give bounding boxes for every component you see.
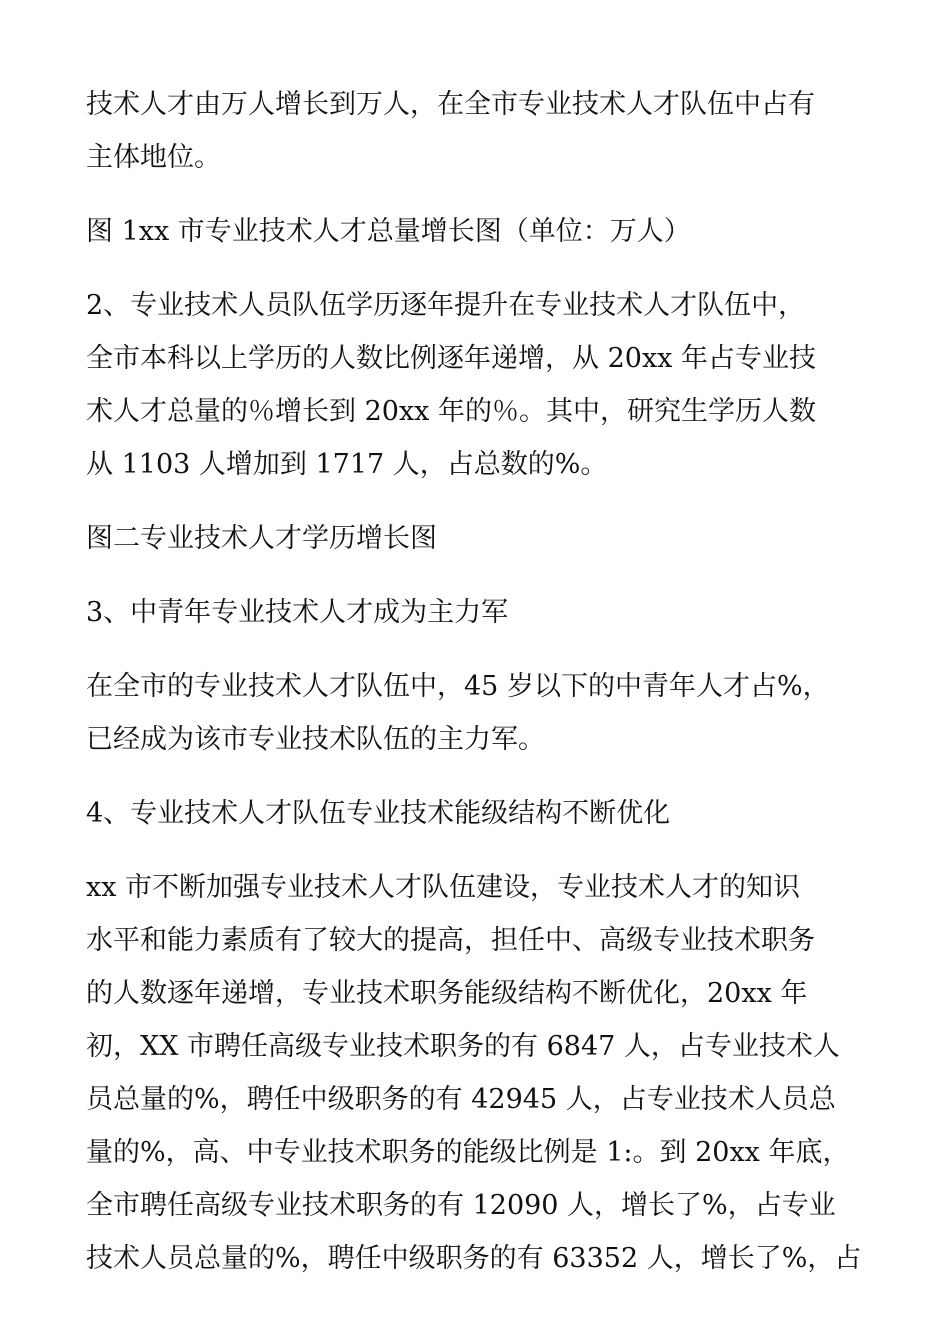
text-line: 图二专业技术人才学历增长图 [86, 523, 437, 554]
section-heading-3 [86, 586, 876, 639]
paragraph-3 [86, 660, 876, 766]
text-line: 4、专业技术人才队伍专业技术能级结构不断优化 [86, 798, 671, 829]
text-line: 员总量的%，聘任中级职务的有 42945 人，占专业技术人员总 [86, 1084, 836, 1115]
paragraph-1 [86, 78, 876, 184]
text-line: 全市本科以上学历的人数比例逐年递增，从 20xx 年占专业技 [86, 343, 816, 374]
text-line: 的人数逐年递增，专业技术职务能级结构不断优化，20xx 年 [86, 978, 808, 1009]
text-line: 在全市的专业技术人才队伍中，45 岁以下的中青年人才占%， [86, 671, 830, 702]
figure-caption-2 [86, 512, 876, 565]
text-line: 量的%，高、中专业技术职务的能级比例是 1:。到 20xx 年底， [86, 1137, 850, 1168]
text-line: 主体地位。 [86, 142, 221, 173]
text-line: 技术人才由万人增长到万人，在全市专业技术人才队伍中占有 [86, 89, 815, 120]
text-line: 初，XX 市聘任高级专业技术职务的有 6847 人，占专业技术人 [86, 1031, 840, 1062]
text-line: 3、中青年专业技术人才成为主力军 [86, 597, 509, 628]
text-line: 2、专业技术人员队伍学历逐年提升在专业技术人才队伍中， [86, 290, 806, 321]
figure-caption-1 [86, 205, 876, 258]
text-line: 术人才总量的％增长到 20xx 年的％。其中，研究生学历人数 [86, 396, 816, 427]
paragraph-4 [86, 861, 876, 1285]
text-line: 从 1103 人增加到 1717 人，占总数的%。 [86, 449, 608, 480]
document-page [86, 78, 876, 1306]
text-line: 水平和能力素质有了较大的提高，担任中、高级专业技术职务 [86, 925, 815, 956]
text-line: 图 1xx 市专业技术人才总量增长图（单位：万人） [86, 216, 691, 247]
text-line: 已经成为该市专业技术队伍的主力军。 [86, 724, 545, 755]
section-heading-4 [86, 787, 876, 840]
text-line: 全市聘任高级专业技术职务的有 12090 人，增长了%，占专业 [86, 1190, 836, 1221]
text-line: 技术人员总量的%，聘任中级职务的有 63352 人，增长了%，占 [86, 1243, 862, 1274]
paragraph-2 [86, 279, 876, 491]
text-line: xx 市不断加强专业技术人才队伍建设，专业技术人才的知识 [86, 872, 801, 903]
